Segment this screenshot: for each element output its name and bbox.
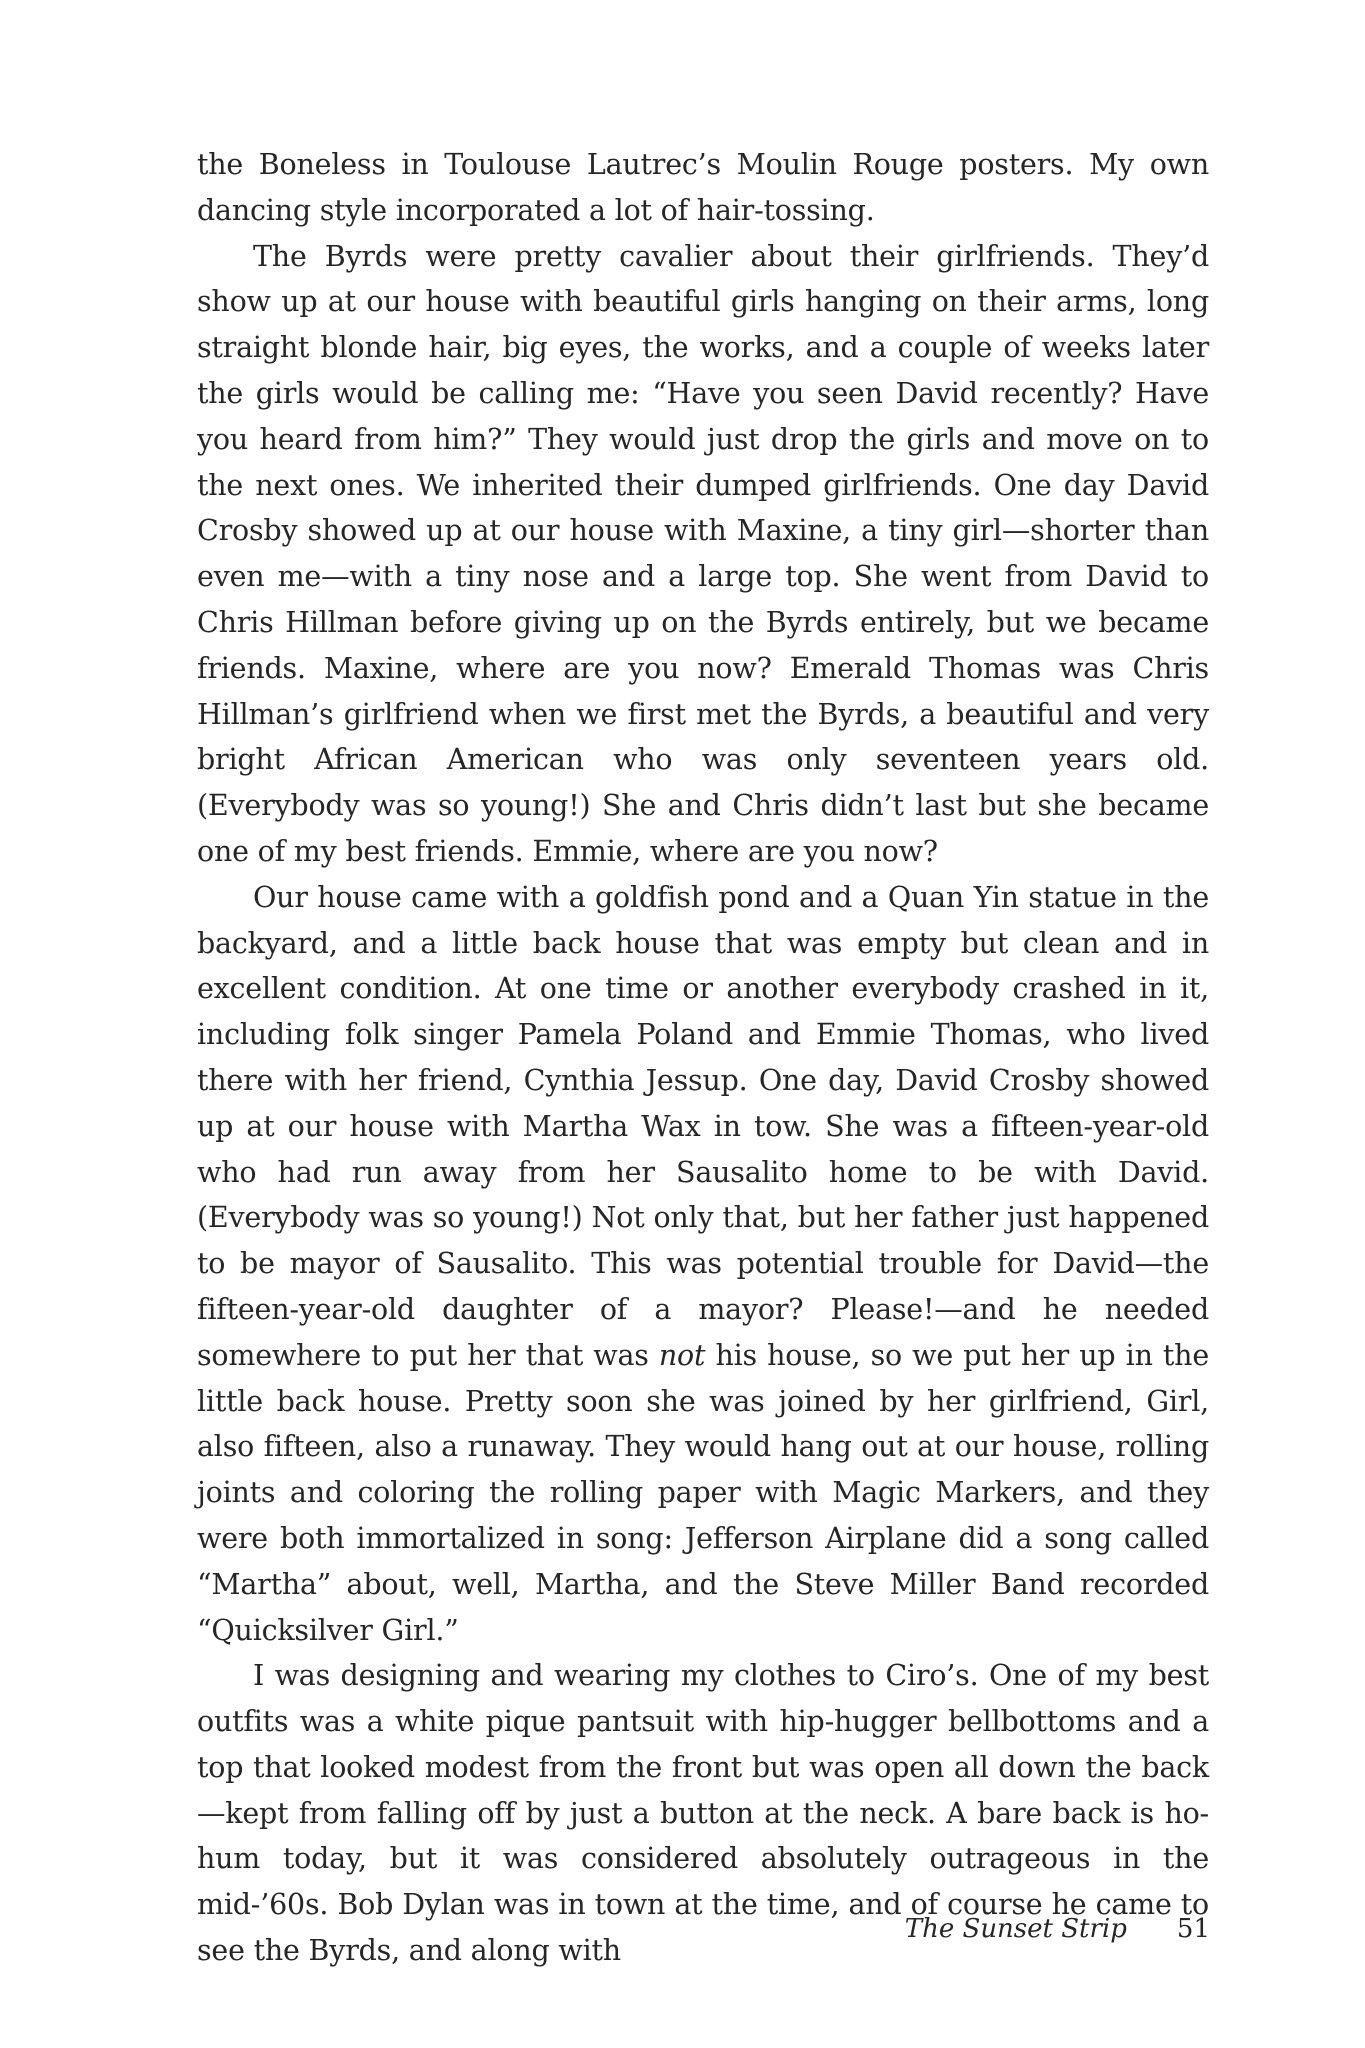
paragraph: I was designing and wearing my clothes to Ciro’s. One of my best outfits was a white pique pantsuit with hip-hugger bellbottoms and a top that looked modest from the front but was open all down the back—kept from falling off by just a button at the neck. A bare back is ho-hum today, but it was considered absolutely outrageous in the mid-’60s. Bob Dylan was in town at the time, and of course he came to see the Byrds, and along with [197, 1659, 1209, 1968]
running-footer [905, 1912, 1210, 1946]
emphasis-text: not [658, 1338, 706, 1372]
page-number: 51 [1176, 1914, 1210, 1944]
paragraph-text: his house, so we put her up in the little back house. Pretty soon she was joined by her girlfriend, Girl, also fifteen, also a runaway. They would hang out at our house, rolling joints and coloring the rolling paper with Magic Markers, and they were both immortalized in song: Jefferson Airplane did a song called “Martha” about, well, Martha, and the Steve Miller Band recorded “Quicksilver Girl.” [197, 1338, 1209, 1647]
paragraph [197, 875, 1209, 1654]
paragraph-text: Our house came with a goldfish pond and a Quan Yin statue in the backyard, and a little back house that was empty but clean and in excellent condition. At one time or another everybody crashed in it, including folk singer Pamela Poland and Emmie Thomas, who lived there with her friend, Cynthia Jessup. One day, David Crosby showed up at our house with Martha Wax in tow. She was a fifteen-year-old who had run away from her Sausalito home to be with David. (Everybody was so young!) Not only that, but her father just happened to be mayor of Sausalito. This was potential trouble for David—the fifteen-year-old daughter of a mayor? Please!—and he needed somewhere to put her that was [197, 880, 1209, 1372]
page-body [197, 142, 1209, 1974]
paragraph: the Boneless in Toulouse Lautrec’s Moulin Rouge posters. My own dancing style incorporated a lot of hair-tossing. [197, 148, 1209, 227]
paragraph: The Byrds were pretty cavalier about their girlfriends. They’d show up at our house with beautiful girls hanging on their arms, long straight blonde hair, big eyes, the works, and a couple of weeks later the girls would be calling me: “Have you seen David recently? Have you heard from him?” They would just drop the girls and move on to the next ones. We inherited their dumped girlfriends. One day David Crosby showed up at our house with Maxine, a tiny girl—shorter than even me—with a tiny nose and a large top. She went from David to Chris Hillman before giving up on the Byrds entirely, but we became friends. Maxine, where are you now? Emerald Thomas was Chris Hillman’s girlfriend when we first met the Byrds, a beautiful and very bright African American who was only seventeen years old. (Everybody was so young!) She and Chris didn’t last but she became one of my best friends. Emmie, where are you now? [197, 239, 1209, 868]
footer-chapter-title: The Sunset Strip [904, 1914, 1127, 1944]
